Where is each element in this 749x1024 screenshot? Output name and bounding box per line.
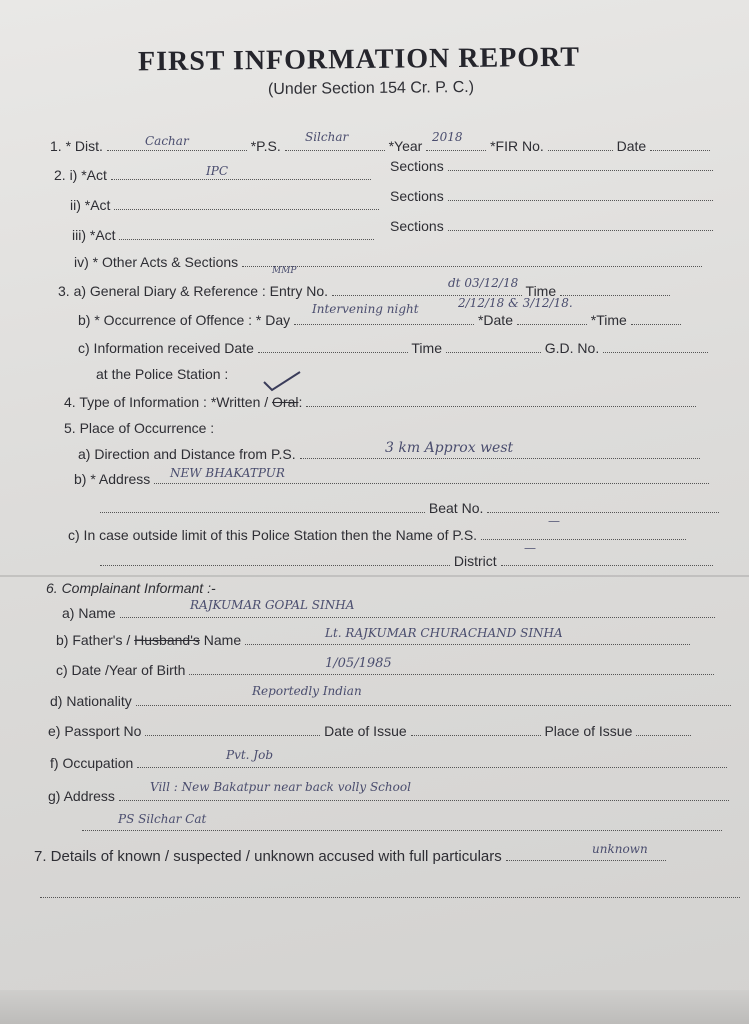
- tick-mark-icon: [262, 370, 302, 392]
- row-act2: [70, 197, 379, 213]
- beat-label: Beat No.: [428, 500, 484, 516]
- father-label-a: b) Father's /: [56, 632, 131, 648]
- gd-no-label: G.D. No.: [544, 340, 600, 356]
- direction-value: 3 km Approx west: [385, 440, 514, 456]
- name-label: a) Name: [62, 605, 116, 621]
- father-label-strike: Husband's: [134, 632, 200, 648]
- date-label: Date: [616, 138, 647, 154]
- paper-fold: [0, 575, 749, 577]
- act2-label: ii) *Act: [70, 197, 111, 213]
- act1-value: IPC: [206, 164, 228, 178]
- accused-label: 7. Details of known / suspected / unknown accused with full particulars: [34, 848, 502, 865]
- info-recv-label: c) Information received Date: [78, 340, 254, 356]
- passport-label: e) Passport No: [48, 723, 142, 739]
- gd-time-label: Time: [525, 283, 557, 299]
- ps-value: Silchar: [305, 130, 349, 144]
- occupation-value: Pvt. Job: [226, 748, 274, 762]
- row-name: [62, 605, 715, 621]
- page-title: FIRST INFORMATION REPORT: [137, 41, 581, 78]
- row-outside: [68, 527, 686, 543]
- dist-value: Cachar: [145, 134, 189, 148]
- paper-bottom-edge: [0, 990, 749, 1024]
- sections2-label: Sections: [390, 188, 444, 204]
- dist-label: 1. * Dist.: [50, 138, 103, 154]
- row-info-received: [78, 340, 708, 356]
- at-ps-label: at the Police Station :: [96, 366, 229, 382]
- info-time-label: Time: [411, 340, 442, 356]
- row-accused: [34, 848, 666, 865]
- day-value: Intervening night: [312, 302, 419, 316]
- occ-label: b) * Occurrence of Offence : * Day: [78, 312, 291, 328]
- sections3-label: Sections: [390, 218, 444, 234]
- row-gd: [58, 283, 670, 299]
- entry-no-value: dt 03/12/18: [448, 276, 519, 290]
- row-beat: [100, 500, 719, 516]
- occupation-label: f) Occupation: [50, 755, 134, 771]
- year-value: 2018: [432, 130, 463, 144]
- row-district: [100, 553, 713, 569]
- outside-label: c) In case outside limit of this Police Station then the Name of P.S.: [68, 527, 478, 543]
- sections1: [390, 158, 713, 174]
- father-value: Lt. RAJKUMAR CHURACHAND SINHA: [325, 626, 563, 640]
- outside-ps-value: —: [548, 514, 560, 528]
- address-value: NEW BHAKATPUR: [170, 466, 285, 480]
- address-label: b) * Address: [74, 471, 151, 487]
- occ-date-value: 2/12/18 & 3/12/18.: [458, 296, 573, 310]
- type-info-oral: Oral: [272, 394, 299, 410]
- name-value: RAJKUMAR GOPAL SINHA: [190, 598, 355, 612]
- row-other-acts: [74, 254, 702, 270]
- row-type-info: 4. Type of Information : *Written / Oral:: [64, 394, 696, 410]
- accused-value: unknown: [592, 842, 648, 856]
- dob-value: 1/05/1985: [325, 656, 392, 671]
- type-info-label: 4. Type of Information : *Written /: [64, 394, 269, 410]
- doi-label: Date of Issue: [324, 723, 407, 739]
- act1-label: 2. i) *Act: [54, 167, 107, 183]
- direction-label: a) Direction and Distance from P.S.: [78, 446, 296, 462]
- other-acts-label: iv) * Other Acts & Sections: [74, 254, 239, 270]
- sections3: [390, 218, 713, 234]
- gd-label: 3. a) General Diary & Reference : Entry No.: [58, 283, 328, 299]
- address1-value: Vill : New Bakatpur near back volly School: [150, 780, 411, 794]
- father-label-b: Name: [203, 632, 242, 648]
- sections2: [390, 188, 713, 204]
- occ-time-label: *Time: [590, 312, 627, 328]
- row-occupation: [50, 755, 727, 771]
- row-act3: [72, 227, 374, 243]
- act3-label: iii) *Act: [72, 227, 116, 243]
- nationality-value: Reportedly Indian: [252, 684, 362, 698]
- page-subtitle: (Under Section 154 Cr. P. C.): [267, 78, 475, 99]
- district-value: —: [524, 541, 536, 555]
- ps-label: *P.S.: [250, 138, 281, 154]
- fir-label: *FIR No.: [490, 138, 544, 154]
- row-passport: [48, 723, 691, 739]
- entry-note: MMP: [272, 266, 297, 276]
- dob-label: c) Date /Year of Birth: [56, 662, 186, 678]
- complainant-label: 6. Complainant Informant :-: [46, 580, 216, 596]
- poi-label: Place of Issue: [544, 723, 633, 739]
- row-accused2: [40, 885, 740, 901]
- district-label: District: [453, 553, 497, 569]
- nationality-label: d) Nationality: [50, 693, 132, 709]
- sections1-label: Sections: [390, 158, 444, 174]
- row-nationality: [50, 693, 731, 709]
- address2-value: PS Silchar Cat: [118, 812, 207, 826]
- place-label: 5. Place of Occurrence :: [64, 420, 215, 436]
- addr-label: g) Address: [48, 788, 115, 804]
- year-label: *Year: [388, 138, 423, 154]
- occ-date-label: *Date: [477, 312, 513, 328]
